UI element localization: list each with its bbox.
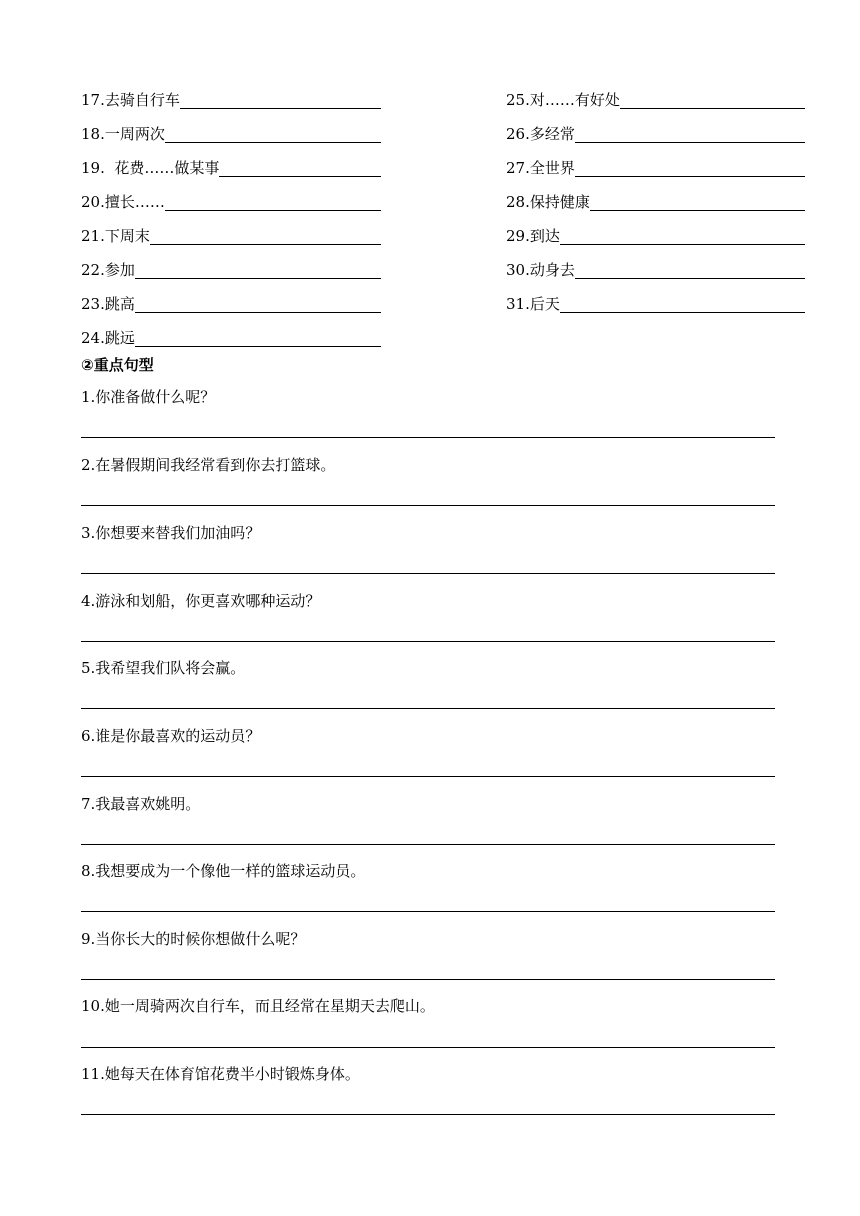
vocab-answer-blank[interactable] bbox=[150, 243, 381, 245]
vocab-prompt: 30.动身去 bbox=[506, 261, 575, 279]
sentence-prompt: 8.我想要成为一个像他一样的篮球运动员。 bbox=[81, 862, 366, 880]
vocab-item bbox=[506, 190, 805, 214]
sentence-prompt: 5.我希望我们队将会赢。 bbox=[81, 659, 246, 677]
sentence-prompt: 3.你想要来替我们加油吗？ bbox=[81, 524, 261, 542]
vocab-prompt: 27.全世界 bbox=[506, 159, 575, 177]
vocab-item bbox=[81, 156, 381, 180]
vocab-item bbox=[81, 122, 381, 146]
section-title: ②重点句型 bbox=[81, 356, 154, 374]
answer-line[interactable] bbox=[81, 641, 775, 642]
vocab-prompt: 23.跳高 bbox=[81, 295, 135, 313]
answer-line[interactable] bbox=[81, 437, 775, 438]
vocab-answer-blank[interactable] bbox=[560, 243, 805, 245]
vocab-prompt: 19. 花费……做某事 bbox=[81, 159, 220, 177]
answer-line[interactable] bbox=[81, 776, 775, 777]
vocab-answer-blank[interactable] bbox=[575, 141, 805, 143]
vocab-prompt: 25.对……有好处 bbox=[506, 91, 620, 109]
vocab-answer-blank[interactable] bbox=[165, 209, 381, 211]
vocab-prompt: 21.下周末 bbox=[81, 227, 150, 245]
vocab-answer-blank[interactable] bbox=[575, 175, 805, 177]
answer-line[interactable] bbox=[81, 1114, 775, 1115]
vocab-item bbox=[81, 190, 381, 214]
vocab-prompt: 20.擅长…… bbox=[81, 193, 165, 211]
vocab-prompt: 18.一周两次 bbox=[81, 125, 165, 143]
sentence-prompt: 11.她每天在体育馆花费半小时锻炼身体。 bbox=[81, 1065, 360, 1083]
vocab-answer-blank[interactable] bbox=[219, 175, 381, 177]
sentence-prompt: 1.你准备做什么呢？ bbox=[81, 388, 216, 406]
vocab-answer-blank[interactable] bbox=[135, 345, 381, 347]
vocab-item bbox=[506, 292, 805, 316]
sentence-prompt: 10.她一周骑两次自行车，而且经常在星期天去爬山。 bbox=[81, 997, 435, 1015]
sentence-prompt: 6.谁是你最喜欢的运动员？ bbox=[81, 727, 261, 745]
vocab-item bbox=[506, 122, 805, 146]
vocab-answer-blank[interactable] bbox=[135, 277, 381, 279]
vocab-item bbox=[81, 326, 381, 350]
answer-line[interactable] bbox=[81, 573, 775, 574]
vocab-item bbox=[506, 224, 805, 248]
sentence-prompt: 7.我最喜欢姚明。 bbox=[81, 795, 201, 813]
vocab-prompt: 26.多经常 bbox=[506, 125, 575, 143]
answer-line[interactable] bbox=[81, 979, 775, 980]
vocab-prompt: 31.后天 bbox=[506, 295, 560, 313]
answer-line[interactable] bbox=[81, 505, 775, 506]
answer-line[interactable] bbox=[81, 911, 775, 912]
vocab-answer-blank[interactable] bbox=[590, 209, 805, 211]
vocab-answer-blank[interactable] bbox=[135, 311, 381, 313]
vocab-item bbox=[81, 292, 381, 316]
vocab-prompt: 28.保持健康 bbox=[506, 193, 590, 211]
sentence-prompt: 2.在暑假期间我经常看到你去打篮球。 bbox=[81, 456, 336, 474]
sentence-prompt: 4.游泳和划船，你更喜欢哪种运动？ bbox=[81, 592, 321, 610]
vocab-answer-blank[interactable] bbox=[575, 277, 805, 279]
answer-line[interactable] bbox=[81, 708, 775, 709]
vocab-item bbox=[506, 88, 805, 112]
vocab-prompt: 22.参加 bbox=[81, 261, 135, 279]
vocab-item bbox=[506, 156, 805, 180]
vocab-answer-blank[interactable] bbox=[165, 141, 381, 143]
vocab-prompt: 24.跳远 bbox=[81, 329, 135, 347]
vocab-item bbox=[506, 258, 805, 282]
vocab-prompt: 17.去骑自行车 bbox=[81, 91, 180, 109]
sentence-prompt: 9.当你长大的时候你想做什么呢？ bbox=[81, 930, 306, 948]
answer-line[interactable] bbox=[81, 844, 775, 845]
vocab-item bbox=[81, 88, 381, 112]
vocab-prompt: 29.到达 bbox=[506, 227, 560, 245]
vocab-answer-blank[interactable] bbox=[620, 107, 805, 109]
answer-line[interactable] bbox=[81, 1047, 775, 1048]
vocab-item bbox=[81, 258, 381, 282]
vocab-item bbox=[81, 224, 381, 248]
vocab-answer-blank[interactable] bbox=[180, 107, 381, 109]
vocab-answer-blank[interactable] bbox=[560, 311, 805, 313]
